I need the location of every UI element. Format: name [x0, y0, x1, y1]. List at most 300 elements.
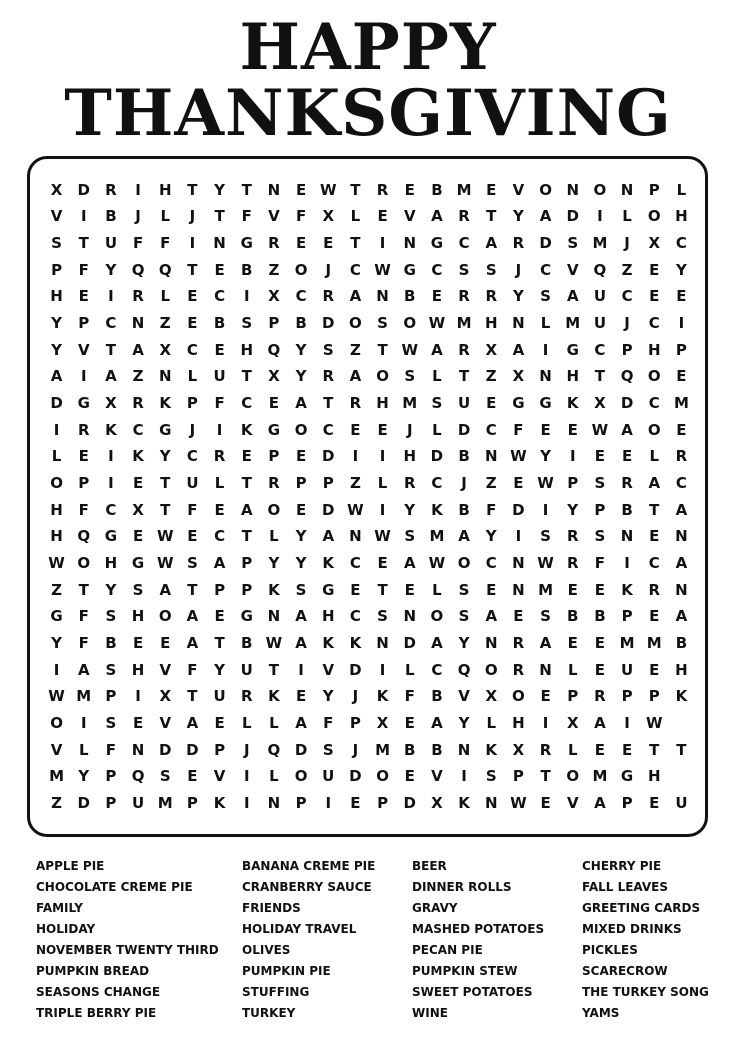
grid-letter: E — [540, 794, 551, 813]
grid-letter: T — [214, 207, 225, 226]
grid-letter: S — [567, 234, 579, 253]
grid-letter: E — [214, 714, 225, 733]
grid-letter: C — [648, 394, 660, 413]
grid-letter: X — [648, 234, 661, 253]
grid-letter: M — [673, 394, 689, 413]
grid-letter: J — [515, 260, 522, 279]
grid-letter: F — [187, 500, 198, 519]
grid-letter: D — [620, 394, 634, 413]
grid-letter: G — [240, 607, 253, 626]
grid-letter: U — [593, 287, 606, 306]
grid-letter: I — [298, 660, 304, 679]
grid-letter: F — [78, 607, 89, 626]
grid-letter: V — [268, 207, 280, 226]
grid-letter: P — [51, 260, 63, 279]
grid-letter: T — [78, 580, 89, 599]
grid-letter: N — [566, 180, 580, 199]
grid-letter: E — [132, 527, 144, 546]
grid-letter: Z — [51, 580, 63, 599]
grid-letter: A — [322, 527, 335, 546]
grid-letter: R — [458, 340, 470, 359]
grid-letter: F — [187, 660, 198, 679]
grid-letter: I — [352, 447, 359, 466]
grid-letter — [668, 764, 695, 791]
grid-letter: E — [567, 634, 578, 653]
grid-letter: T — [268, 660, 280, 679]
grid-letter: F — [323, 714, 334, 733]
grid-letter: S — [322, 340, 334, 359]
grid-letter: X — [376, 714, 389, 733]
grid-letter: B — [213, 314, 226, 333]
grid-letter: C — [458, 234, 470, 253]
grid-letter: J — [189, 420, 196, 439]
grid-letter: B — [675, 634, 688, 653]
grid-letter: P — [78, 474, 90, 493]
grid-letter: P — [621, 340, 633, 359]
grid-letter: X — [594, 394, 606, 413]
grid-letter: E — [649, 260, 660, 279]
grid-letter: U — [322, 767, 335, 786]
grid-letter: Y — [78, 767, 90, 786]
grid-letter: E — [621, 447, 633, 466]
grid-letter: W — [156, 554, 174, 573]
grid-letter: A — [240, 500, 253, 519]
grid-letter: D — [77, 180, 90, 199]
grid-letter: P — [186, 794, 198, 813]
grid-letter: H — [50, 287, 63, 306]
grid-letter: F — [160, 234, 171, 253]
grid-letter: N — [484, 634, 498, 653]
grid-letter: E — [350, 420, 361, 439]
grid-letter: Y — [404, 500, 416, 519]
grid-letter: X — [268, 367, 280, 386]
grid-letter: E — [486, 394, 497, 413]
grid-letter: P — [186, 394, 198, 413]
grid-letter: X — [159, 687, 172, 706]
grid-letter: M — [456, 180, 472, 199]
grid-letter: A — [539, 207, 552, 226]
grid-letter: L — [78, 740, 89, 759]
grid-letter: C — [648, 554, 660, 573]
grid-letter: F — [78, 634, 89, 653]
grid-letter: Y — [268, 554, 280, 573]
grid-letter: G — [159, 420, 172, 439]
grid-letter: I — [542, 340, 549, 359]
grid-letter: E — [486, 180, 497, 199]
grid-letter: N — [158, 367, 172, 386]
grid-letter: E — [377, 420, 388, 439]
word-item: PUMPKIN BREAD — [36, 964, 150, 978]
grid-letter: T — [160, 500, 171, 519]
grid-letter: J — [135, 207, 141, 226]
grid-letter: W — [48, 687, 65, 706]
grid-letter: D — [457, 420, 471, 439]
grid-letter: E — [160, 634, 171, 653]
word-item: STUFFING — [242, 985, 310, 999]
grid-letter: D — [159, 740, 172, 759]
grid-letter: E — [214, 340, 225, 359]
grid-letter: D — [349, 767, 362, 786]
grid-letter: J — [624, 314, 630, 333]
grid-letter: V — [159, 714, 172, 733]
grid-letter: H — [403, 447, 417, 466]
grid-letter: C — [485, 554, 497, 573]
grid-letter: R — [675, 447, 688, 466]
grid-letter: R — [105, 180, 117, 199]
grid-letter: E — [649, 607, 660, 626]
grid-letter: O — [294, 767, 308, 786]
grid-letter: K — [376, 687, 389, 706]
grid-letter: N — [539, 660, 552, 679]
grid-letter: E — [295, 180, 307, 199]
grid-letter: R — [132, 394, 144, 413]
grid-letter: R — [268, 234, 280, 253]
grid-letter: R — [512, 660, 525, 679]
grid-letter: H — [566, 367, 580, 386]
grid-letter: F — [295, 207, 307, 226]
grid-letter: B — [458, 500, 470, 519]
grid-letter: T — [214, 634, 225, 653]
grid-letter: S — [241, 314, 253, 333]
grid-letter: T — [649, 740, 660, 759]
grid-letter: G — [267, 420, 281, 439]
grid-letter: C — [214, 527, 226, 546]
grid-letter: A — [77, 660, 90, 679]
grid-letter: N — [376, 634, 389, 653]
word-item: HOLIDAY TRAVEL — [242, 922, 357, 936]
grid-letter: F — [78, 500, 89, 519]
word-item: HOLIDAY — [36, 922, 96, 936]
grid-letter: T — [676, 740, 687, 759]
grid-letter: K — [349, 634, 362, 653]
grid-letter: N — [512, 580, 525, 599]
grid-letter: E — [404, 180, 415, 199]
grid-letter: Z — [621, 260, 633, 279]
grid-letter: E — [649, 660, 660, 679]
grid-letter: V — [403, 207, 416, 226]
grid-letter: I — [379, 660, 386, 679]
grid-letter: Y — [295, 367, 307, 386]
grid-letter: E — [513, 607, 524, 626]
grid-letter: I — [597, 207, 603, 226]
grid-letter: R — [648, 580, 661, 599]
grid-letter: L — [404, 660, 415, 679]
grid-letter: R — [566, 527, 579, 546]
grid-letter: E — [295, 234, 307, 253]
grid-letter: N — [512, 554, 525, 573]
grid-letter: R — [621, 474, 633, 493]
grid-letter: A — [349, 367, 362, 386]
grid-letter: M — [375, 740, 391, 759]
word-item: FALL LEAVES — [582, 880, 669, 894]
grid-letter: M — [592, 767, 608, 786]
grid-letter: E — [214, 607, 225, 626]
grid-letter: Z — [268, 260, 280, 279]
grid-letter: E — [350, 580, 361, 599]
grid-letter: D — [294, 740, 308, 759]
grid-letter: C — [322, 420, 334, 439]
grid-letter: T — [78, 234, 89, 253]
grid-letter: W — [347, 500, 364, 519]
grid-letter: A — [295, 714, 307, 733]
grid-letter: P — [105, 794, 117, 813]
grid-letter: W — [319, 180, 337, 199]
grid-letter: L — [160, 207, 171, 226]
grid-letter: S — [431, 394, 443, 413]
grid-letter: R — [512, 634, 525, 653]
grid-letter: I — [542, 500, 549, 519]
grid-letter: O — [566, 767, 580, 786]
grid-letter: X — [322, 207, 335, 226]
grid-letter: L — [51, 447, 62, 466]
grid-letter: A — [431, 634, 443, 653]
word-item: NOVEMBER TWENTY THIRD — [36, 943, 219, 957]
grid-letter: M — [619, 634, 635, 653]
grid-letter: Z — [349, 340, 361, 359]
word-item: SEASONS CHANGE — [36, 985, 161, 999]
grid-letter: V — [512, 180, 525, 199]
grid-letter: T — [241, 367, 252, 386]
grid-letter: N — [484, 794, 498, 813]
grid-letter: I — [379, 447, 386, 466]
grid-letter: T — [377, 580, 388, 599]
grid-letter: W — [428, 554, 446, 573]
grid-letter: F — [78, 260, 89, 279]
grid-letter: C — [349, 260, 361, 279]
grid-letter: H — [484, 314, 498, 333]
grid-letter: J — [624, 234, 630, 253]
grid-letter: U — [240, 660, 253, 679]
grid-letter: L — [214, 474, 225, 493]
grid-letter: E — [594, 740, 606, 759]
grid-letter: B — [567, 607, 579, 626]
grid-letter: L — [187, 367, 198, 386]
grid-letter: E — [594, 634, 606, 653]
grid-letter: E — [132, 714, 144, 733]
grid-letter: G — [539, 394, 552, 413]
grid-letter: Y — [295, 340, 307, 359]
grid-letter: H — [240, 340, 254, 359]
grid-letter: T — [241, 474, 252, 493]
grid-letter: S — [594, 527, 606, 546]
grid-letter: E — [649, 794, 660, 813]
grid-letter: P — [594, 500, 606, 519]
grid-letter: P — [241, 580, 253, 599]
grid-letter: X — [268, 287, 280, 306]
grid-letter: E — [404, 580, 415, 599]
word-item: PUMPKIN PIE — [242, 964, 331, 978]
grid-letter: D — [322, 447, 335, 466]
grid-letter: Y — [214, 180, 225, 199]
grid-letter: U — [131, 794, 145, 813]
grid-letter: L — [567, 660, 578, 679]
grid-letter: M — [402, 394, 418, 413]
grid-letter: X — [485, 687, 498, 706]
grid-letter: F — [105, 740, 117, 759]
grid-letter: I — [243, 767, 250, 786]
grid-letter: C — [349, 554, 361, 573]
grid-letter: P — [241, 554, 253, 573]
grid-letter: N — [267, 794, 281, 813]
grid-letter: N — [131, 740, 145, 759]
grid-letter: V — [50, 207, 63, 226]
grid-letter: C — [431, 260, 443, 279]
grid-letter: F — [513, 420, 524, 439]
grid-letter: I — [108, 447, 114, 466]
grid-letter: R — [376, 180, 389, 199]
grid-letter: P — [322, 474, 334, 493]
grid-letter: P — [621, 687, 633, 706]
grid-letter: B — [105, 207, 117, 226]
grid-letter: X — [512, 740, 525, 759]
grid-letter: M — [646, 634, 662, 653]
grid-letter: X — [50, 180, 63, 199]
grid-letter: A — [295, 394, 307, 413]
grid-letter: E — [295, 447, 307, 466]
grid-letter: T — [187, 260, 198, 279]
grid-letter: R — [322, 287, 335, 306]
grid-letter: A — [594, 714, 606, 733]
grid-letter: X — [159, 340, 172, 359]
grid-letter: L — [432, 367, 442, 386]
grid-letter: C — [675, 234, 687, 253]
grid-letter: I — [189, 234, 196, 253]
grid-letter: H — [131, 607, 145, 626]
grid-letter: U — [104, 234, 117, 253]
grid-letter: E — [132, 474, 144, 493]
grid-letter: B — [241, 634, 253, 653]
grid-letter: B — [404, 287, 416, 306]
grid-letter: M — [49, 767, 65, 786]
word-item: WINE — [412, 1006, 448, 1020]
grid-letter: Y — [295, 527, 307, 546]
grid-letter: J — [406, 420, 413, 439]
grid-letter: T — [377, 340, 388, 359]
grid-letter: N — [376, 287, 389, 306]
grid-letter: C — [431, 474, 443, 493]
grid-letter: O — [593, 180, 607, 199]
grid-letter: K — [105, 420, 117, 439]
grid-letter: Z — [159, 314, 171, 333]
grid-letter: S — [458, 607, 470, 626]
word-item: GREETING CARDS — [582, 901, 701, 915]
grid-letter: S — [322, 740, 334, 759]
grid-letter: O — [512, 687, 525, 706]
grid-letter: N — [675, 580, 688, 599]
grid-letter: G — [240, 234, 253, 253]
grid-letter: K — [159, 394, 172, 413]
word-list — [36, 856, 726, 1026]
grid-letter: B — [621, 500, 633, 519]
grid-letter: G — [430, 234, 444, 253]
grid-letter: G — [50, 607, 63, 626]
grid-letter: M — [456, 314, 472, 333]
grid-letter: Y — [540, 447, 551, 466]
grid-letter: C — [675, 474, 687, 493]
grid-letter: Y — [485, 527, 497, 546]
grid-letter: S — [594, 474, 606, 493]
grid-letter: B — [241, 260, 253, 279]
grid-letter: K — [132, 447, 144, 466]
grid-letter: W — [537, 474, 554, 493]
grid-letter: G — [131, 554, 145, 573]
grid-letter: D — [512, 500, 525, 519]
grid-letter: W — [510, 794, 527, 813]
grid-letter: E — [649, 287, 660, 306]
grid-letter: Y — [322, 687, 334, 706]
grid-letter: O — [376, 367, 389, 386]
grid-letter: Y — [214, 660, 225, 679]
grid-letter: K — [268, 687, 280, 706]
grid-letter: W — [401, 340, 419, 359]
grid-letter: R — [594, 687, 606, 706]
grid-letter: O — [484, 660, 498, 679]
grid-letter: E — [187, 314, 198, 333]
grid-letter: P — [377, 794, 389, 813]
grid-letter: E — [214, 500, 225, 519]
grid-letter: Y — [458, 634, 470, 653]
grid-letter: O — [77, 554, 91, 573]
grid-letter: A — [648, 474, 661, 493]
grid-letter: A — [675, 500, 688, 519]
grid-letter: R — [322, 367, 335, 386]
grid-letter: C — [186, 340, 198, 359]
grid-letter: R — [403, 474, 416, 493]
grid-letter: R — [458, 287, 470, 306]
grid-letter: G — [620, 767, 634, 786]
grid-letter: O — [349, 314, 362, 333]
grid-letter: P — [349, 714, 361, 733]
grid-letter: C — [648, 314, 660, 333]
grid-letter: T — [350, 234, 361, 253]
grid-letter: X — [105, 394, 117, 413]
word-item: CHOCOLATE CREME PIE — [36, 880, 193, 894]
grid-letter: I — [243, 794, 250, 813]
grid-letter: U — [213, 367, 226, 386]
title-line-1: HAPPY — [239, 10, 497, 85]
grid-letter: Q — [593, 260, 607, 279]
grid-letter: L — [377, 474, 388, 493]
grid-letter: E — [187, 527, 198, 546]
grid-letter: R — [512, 234, 525, 253]
word-column-1 — [36, 856, 219, 1024]
grid-letter: I — [80, 207, 87, 226]
grid-letter: T — [323, 394, 334, 413]
grid-letter: D — [77, 794, 90, 813]
grid-letter: I — [379, 234, 386, 253]
grid-letter: L — [432, 580, 442, 599]
grid-letter: N — [267, 607, 281, 626]
grid-letter: E — [241, 447, 252, 466]
grid-letter: L — [432, 420, 442, 439]
grid-letter: S — [295, 580, 307, 599]
grid-letter: G — [77, 394, 90, 413]
grid-letter: O — [50, 714, 63, 733]
grid-letter: I — [108, 287, 114, 306]
grid-letter: F — [132, 234, 144, 253]
grid-letter: C — [105, 500, 117, 519]
grid-letter: T — [187, 580, 198, 599]
grid-letter: D — [322, 500, 335, 519]
grid-letter: E — [214, 260, 225, 279]
word-item: YAMS — [582, 1006, 620, 1020]
grid-letter: P — [675, 340, 687, 359]
grid-letter: A — [539, 634, 552, 653]
grid-letter: G — [104, 527, 118, 546]
grid-letter: D — [50, 394, 63, 413]
grid-letter: E — [268, 394, 280, 413]
grid-letter: L — [269, 527, 279, 546]
